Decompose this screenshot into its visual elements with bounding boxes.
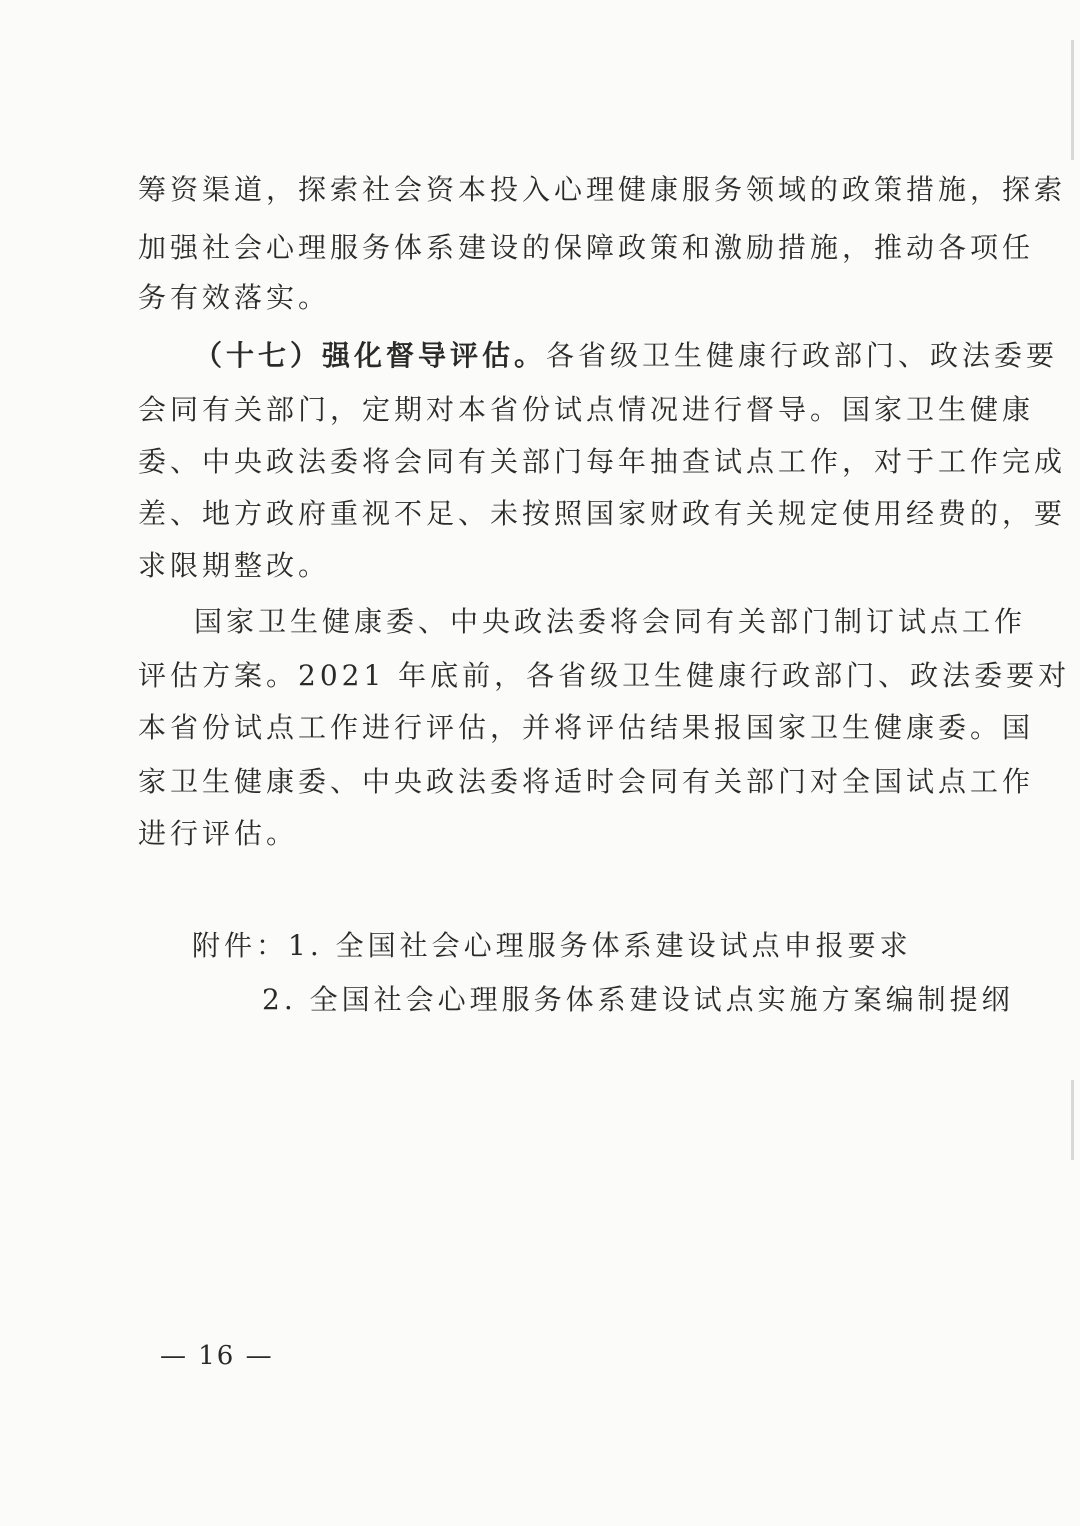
paragraph-line [194, 336, 1059, 376]
attachment-label: 附件： [192, 929, 289, 962]
paragraph-line: 务有效落实。 [138, 281, 331, 314]
paragraph-text: 各省级卫生健康行政部门、政法委要 [546, 339, 1059, 372]
paragraph-line: 筹资渠道，探索社会资本投入心理健康服务领域的政策措施，探索 [138, 173, 1067, 206]
paragraph-line: 会同有关部门，定期对本省份试点情况进行督导。国家卫生健康 [138, 393, 1035, 426]
paragraph-line: 本省份试点工作进行评估，并将评估结果报国家卫生健康委。国 [138, 711, 1035, 744]
paragraph-line: 进行评估。 [138, 817, 299, 850]
attachment-item-1 [192, 926, 992, 966]
attachment-title: 1. 全国社会心理服务体系建设试点申报要求 [288, 929, 912, 962]
section-heading: （十七）强化督导评估。 [194, 339, 547, 372]
paragraph-line: 国家卫生健康委、中央政法委将会同有关部门制订试点工作 [194, 605, 1027, 638]
scan-edge-mark [1071, 1080, 1074, 1160]
paragraph-line: 加强社会心理服务体系建设的保障政策和激励措施，推动各项任 [138, 231, 1035, 264]
scan-edge-mark [1071, 40, 1074, 160]
paragraph-line: 委、中央政法委将会同有关部门每年抽查试点工作，对于工作完成 [138, 445, 1067, 478]
paragraph-line: 差、地方政府重视不足、未按照国家财政有关规定使用经费的，要 [138, 497, 1067, 530]
paragraph-line: 评估方案。2021 年底前，各省级卫生健康行政部门、政法委要对 [138, 659, 1071, 692]
paragraph-line: 求限期整改。 [138, 549, 331, 582]
paragraph-line: 家卫生健康委、中央政法委将适时会同有关部门对全国试点工作 [138, 765, 1035, 798]
page-number: — 16 — [160, 1341, 274, 1371]
attachment-item-2: 2. 全国社会心理服务体系建设试点实施方案编制提纲 [262, 983, 1014, 1016]
